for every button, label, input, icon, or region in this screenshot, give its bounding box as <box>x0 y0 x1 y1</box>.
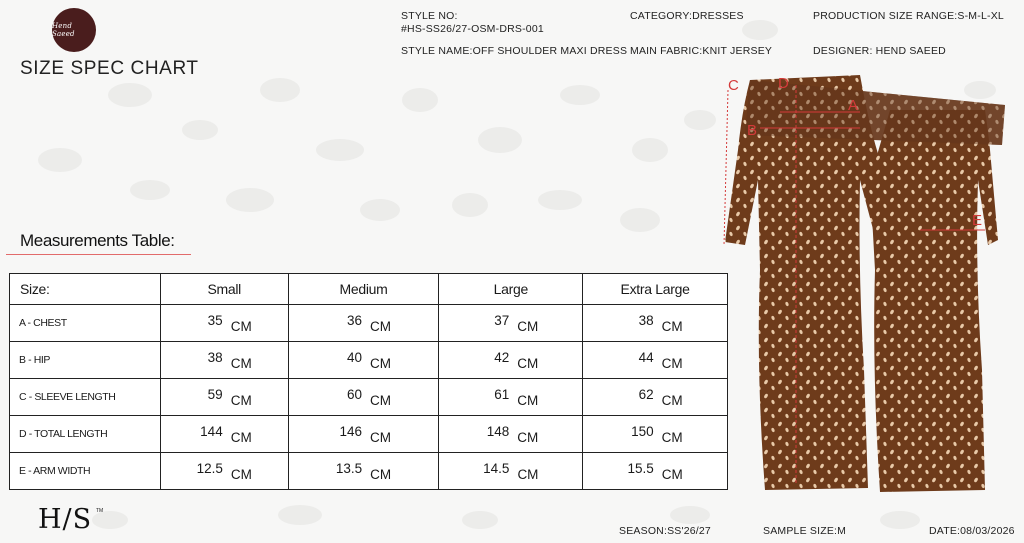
diagram-label-b: B <box>747 122 758 139</box>
cell-value: 13.5 CM <box>288 453 439 490</box>
table-row <box>10 453 728 490</box>
diagram-label-e: E <box>972 212 983 229</box>
section-underline <box>6 254 191 255</box>
page-title: SIZE SPEC CHART <box>20 58 199 79</box>
footer-logo: H/S <box>38 504 93 535</box>
footer-date: DATE:08/03/2026 <box>929 525 1015 537</box>
row-label: E - ARM WIDTH <box>10 453 161 490</box>
header-medium: Medium <box>288 274 439 305</box>
table-row <box>10 342 728 379</box>
cell-value: 148 CM <box>439 416 583 453</box>
style-no-value: #HS-SS26/27-OSM-DRS-001 <box>401 23 544 35</box>
brand-logo-text: Hend Saeed <box>52 22 75 38</box>
cell-value: 60 CM <box>288 379 439 416</box>
measurements-title: Measurements Table: <box>20 231 175 250</box>
cell-value: 12.5 CM <box>160 453 288 490</box>
measurements-table <box>9 273 728 490</box>
header-large: Large <box>439 274 583 305</box>
measure-line-c <box>724 90 728 245</box>
footer-sample-size: SAMPLE SIZE:M <box>763 525 847 537</box>
cell-value: 42 CM <box>439 342 583 379</box>
diagram-label-c: C <box>728 77 739 94</box>
cell-value: 38 CM <box>583 305 728 342</box>
diagram-label-d: D <box>778 75 789 92</box>
cell-value: 150 CM <box>583 416 728 453</box>
style-name: STYLE NAME:OFF SHOULDER MAXI DRESS <box>401 45 628 57</box>
cell-value: 144 CM <box>160 416 288 453</box>
cell-value: 146 CM <box>288 416 439 453</box>
production-size-range: PRODUCTION SIZE RANGE:S-M-L-XL <box>813 10 1004 22</box>
header-size: Size: <box>10 274 161 305</box>
cell-value: 62 CM <box>583 379 728 416</box>
table-row <box>10 379 728 416</box>
cell-value: 38 CM <box>160 342 288 379</box>
cell-value: 15.5 CM <box>583 453 728 490</box>
header-small: Small <box>160 274 288 305</box>
cell-value: 36 CM <box>288 305 439 342</box>
style-no-label: STYLE NO: <box>401 10 458 22</box>
trademark: TM <box>96 508 104 514</box>
footer-season: SEASON:SS'26/27 <box>619 525 711 537</box>
dress-back <box>870 110 998 492</box>
row-label: C - SLEEVE LENGTH <box>10 379 161 416</box>
main-fabric: MAIN FABRIC:KNIT JERSEY <box>630 45 773 57</box>
dress-illustration <box>720 70 1020 495</box>
category: CATEGORY:DRESSES <box>630 10 744 22</box>
cell-value: 35 CM <box>160 305 288 342</box>
cell-value: 40 CM <box>288 342 439 379</box>
cell-value: 44 CM <box>583 342 728 379</box>
table-row <box>10 416 728 453</box>
row-label: A - CHEST <box>10 305 161 342</box>
brand-logo <box>52 8 96 52</box>
header-extra-large: Extra Large <box>583 274 728 305</box>
diagram-label-a: A <box>848 97 859 114</box>
row-label: D - TOTAL LENGTH <box>10 416 161 453</box>
cell-value: 61 CM <box>439 379 583 416</box>
cell-value: 37 CM <box>439 305 583 342</box>
table-row <box>10 305 728 342</box>
row-label: B - HIP <box>10 342 161 379</box>
table-header-row <box>10 274 728 305</box>
cell-value: 59 CM <box>160 379 288 416</box>
designer: DESIGNER: HEND SAEED <box>813 45 946 57</box>
cell-value: 14.5 CM <box>439 453 583 490</box>
